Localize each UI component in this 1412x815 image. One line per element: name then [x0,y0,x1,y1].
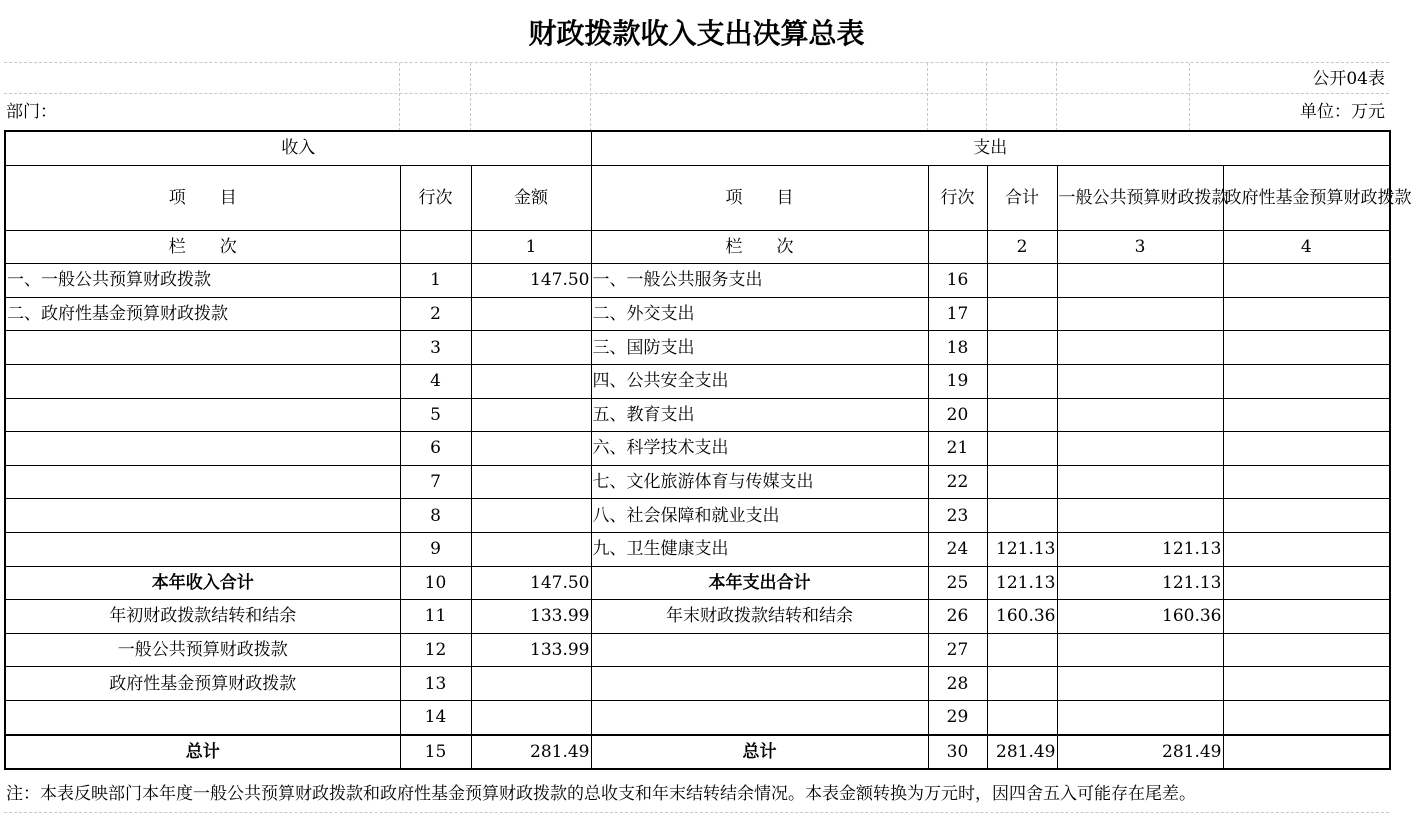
income-item [5,499,400,533]
income-item [5,331,400,365]
income-amount [471,432,591,466]
expense-fund [1223,398,1390,432]
expense-line: 16 [928,264,987,298]
header-gridlines [4,62,1389,132]
expense-general [1057,364,1223,398]
table-row [5,700,1390,734]
expense-line: 19 [928,364,987,398]
expense-line: 29 [928,700,987,734]
expense-line: 20 [928,398,987,432]
expense-total [987,364,1057,398]
expense-total: 160.36 [987,600,1057,634]
income-line: 12 [400,633,471,667]
income-amount-index: 1 [471,230,591,264]
income-amount [471,331,591,365]
expense-item: 六、科学技术支出 [591,432,928,466]
income-amount [471,398,591,432]
fund-budget-index: 4 [1223,230,1390,264]
income-amount [471,667,591,701]
column-index-row [5,230,1390,264]
table-row [5,364,1390,398]
expense-total [987,331,1057,365]
table-row [5,532,1390,566]
expense-general [1057,700,1223,734]
income-line: 7 [400,465,471,499]
income-line: 13 [400,667,471,701]
summary-table [4,130,1412,770]
expense-item: 年末财政拨款结转和结余 [591,600,928,634]
expense-fund [1223,633,1390,667]
expense-general [1057,331,1223,365]
income-item: 总计 [5,735,400,770]
unit-label: 单位：万元 [1300,102,1385,122]
income-amount [471,465,591,499]
expense-item [591,700,928,734]
report-title: 财政拨款收入支出决算总表 [528,17,865,50]
income-line: 11 [400,600,471,634]
expense-item: 八、社会保障和就业支出 [591,499,928,533]
expense-general: 121.13 [1057,566,1223,600]
income-item [5,532,400,566]
expense-index-label: 栏 次 [591,230,928,264]
table-row [5,667,1390,701]
expense-line: 17 [928,297,987,331]
income-item: 二、政府性基金预算财政拨款 [5,297,400,331]
section-header-row [5,131,1390,165]
expense-general: 281.49 [1057,735,1223,770]
income-item [5,700,400,734]
expense-general: 121.13 [1057,532,1223,566]
expense-line: 30 [928,735,987,770]
income-item-header: 项 目 [5,165,400,230]
expense-total [987,297,1057,331]
expense-total [987,667,1057,701]
income-index-label: 栏 次 [5,230,400,264]
income-amount: 147.50 [471,566,591,600]
expense-general [1057,465,1223,499]
expense-total: 121.13 [987,566,1057,600]
table-row [5,566,1390,600]
expense-line: 24 [928,532,987,566]
income-item [5,465,400,499]
income-line: 8 [400,499,471,533]
expense-fund [1223,700,1390,734]
expense-item: 九、卫生健康支出 [591,532,928,566]
income-amount [471,700,591,734]
expense-item: 本年支出合计 [591,566,928,600]
expense-item: 五、教育支出 [591,398,928,432]
expense-line: 28 [928,667,987,701]
income-line: 14 [400,700,471,734]
expense-general [1057,499,1223,533]
column-header-row [5,165,1390,230]
income-item: 本年收入合计 [5,566,400,600]
expense-item: 四、公共安全支出 [591,364,928,398]
expense-fund [1223,297,1390,331]
table-row [5,432,1390,466]
expense-total [987,700,1057,734]
expense-item: 总计 [591,735,928,770]
income-line: 3 [400,331,471,365]
expense-total: 121.13 [987,532,1057,566]
expense-fund [1223,532,1390,566]
expense-general [1057,667,1223,701]
table-row [5,465,1390,499]
expense-fund [1223,499,1390,533]
income-item: 一、一般公共预算财政拨款 [5,264,400,298]
income-line: 6 [400,432,471,466]
expense-line: 26 [928,600,987,634]
table-row [5,264,1390,298]
income-item: 年初财政拨款结转和结余 [5,600,400,634]
expense-total [987,465,1057,499]
income-amount: 281.49 [471,735,591,770]
department-label: 部门： [6,102,57,122]
expense-line: 21 [928,432,987,466]
table-row [5,499,1390,533]
table-row [5,633,1390,667]
income-amount: 133.99 [471,600,591,634]
expense-general [1057,264,1223,298]
income-item: 政府性基金预算财政拨款 [5,667,400,701]
income-header: 收入 [5,131,591,165]
grand-total-row [5,735,1390,770]
income-line-index [400,230,471,264]
table-note: 注：本表反映部门本年度一般公共预算财政拨款和政府性基金预算财政拨款的总收支和年末结转结余情况。本表金额转换为万元时，因四舍五入可能存在尾差。 [6,784,1196,804]
expense-total [987,499,1057,533]
expense-total [987,398,1057,432]
expense-fund [1223,331,1390,365]
expense-fund [1223,735,1390,770]
expense-total [987,264,1057,298]
expense-header: 支出 [591,131,1390,165]
expense-fund [1223,566,1390,600]
expense-line: 23 [928,499,987,533]
expense-line: 22 [928,465,987,499]
expense-fund [1223,264,1390,298]
expense-item [591,633,928,667]
expense-fund [1223,600,1390,634]
expense-fund [1223,465,1390,499]
income-line: 15 [400,735,471,770]
table-row [5,600,1390,634]
expense-general: 160.36 [1057,600,1223,634]
table-row [5,398,1390,432]
expense-line: 25 [928,566,987,600]
expense-fund [1223,667,1390,701]
expense-item: 七、文化旅游体育与传媒支出 [591,465,928,499]
expense-total: 281.49 [987,735,1057,770]
income-item [5,398,400,432]
general-budget-index: 3 [1057,230,1223,264]
expense-item: 二、外交支出 [591,297,928,331]
expense-item: 三、国防支出 [591,331,928,365]
expense-item-header: 项 目 [591,165,928,230]
table-row [5,331,1390,365]
income-line: 10 [400,566,471,600]
expense-general [1057,398,1223,432]
expense-item: 一、一般公共服务支出 [591,264,928,298]
income-item: 一般公共预算财政拨款 [5,633,400,667]
income-line: 1 [400,264,471,298]
income-amount: 133.99 [471,633,591,667]
form-number: 公开04表 [1312,69,1385,89]
income-line: 4 [400,364,471,398]
income-amount [471,499,591,533]
expense-item [591,667,928,701]
expense-line-index [928,230,987,264]
expense-line-header: 行次 [928,165,987,230]
expense-total [987,432,1057,466]
income-amount: 147.50 [471,264,591,298]
general-budget-header: 一般公共预算财政拨款 [1057,165,1223,230]
expense-line: 18 [928,331,987,365]
income-item [5,364,400,398]
expense-general [1057,297,1223,331]
expense-fund [1223,432,1390,466]
expense-total [987,633,1057,667]
table-row [5,297,1390,331]
income-amount [471,297,591,331]
income-line: 2 [400,297,471,331]
fund-budget-header: 政府性基金预算财政拨款 [1223,165,1390,230]
expense-fund [1223,364,1390,398]
income-line-header: 行次 [400,165,471,230]
income-line: 5 [400,398,471,432]
income-amount [471,364,591,398]
expense-general [1057,633,1223,667]
income-amount-header: 金额 [471,165,591,230]
income-line: 9 [400,532,471,566]
expense-line: 27 [928,633,987,667]
expense-total-index: 2 [987,230,1057,264]
income-amount [471,532,591,566]
expense-general [1057,432,1223,466]
expense-total-header: 合计 [987,165,1057,230]
income-item [5,432,400,466]
